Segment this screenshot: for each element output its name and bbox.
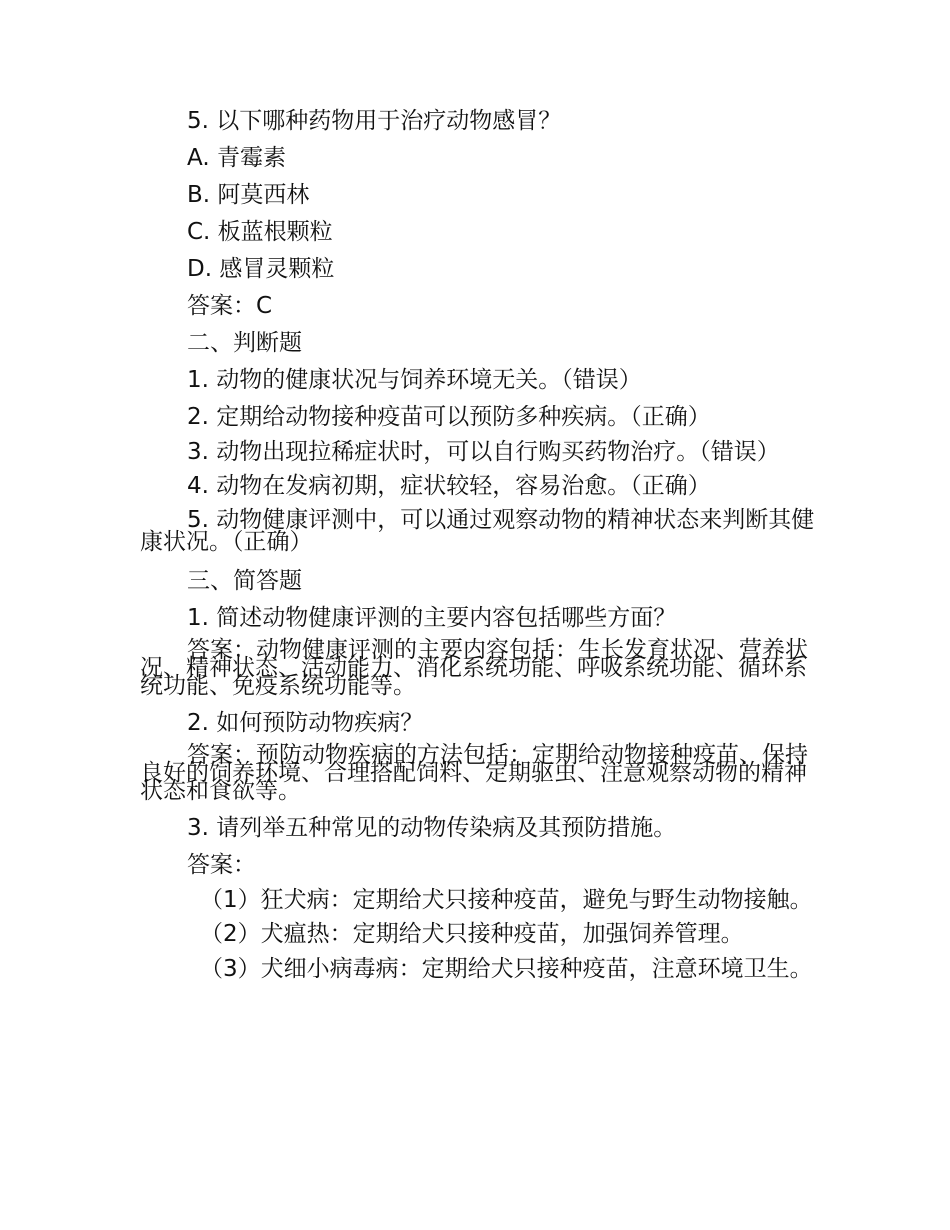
judgment-item: 2. 定期给动物接种疫苗可以预防多种疾病。（正确） [187, 404, 711, 430]
option-a: A. 青霉素 [187, 145, 286, 171]
short-question-2: 2. 如何预防动物疾病？ [187, 710, 424, 736]
short-question-3: 3. 请列举五种常见的动物传染病及其预防措施。 [187, 815, 677, 841]
option-d: D. 感冒灵颗粒 [187, 256, 335, 282]
disease-item: （3）犬细小病毒病：定期给犬只接种疫苗，注意环境卫生。 [200, 956, 813, 982]
disease-item: （1）狂犬病：定期给犬只接种疫苗，避免与野生动物接触。 [200, 887, 813, 913]
answer-5: 答案：C [187, 293, 273, 319]
disease-item: （2）犬瘟热：定期给犬只接种疫苗，加强饲养管理。 [200, 921, 744, 947]
section-heading-short-answer: 三、简答题 [187, 568, 302, 594]
short-answer-1: 答案：动物健康评测的主要内容包括：生长发育状况、营养状况、精神状态、活动能力、消化系统功能、呼吸系统功能、循环系统功能、免疫系统功能等。 [140, 637, 808, 699]
judgment-item: 1. 动物的健康状况与饲养环境无关。（错误） [187, 367, 642, 393]
short-answer-3-label: 答案： [187, 852, 256, 878]
option-b: B. 阿莫西林 [187, 182, 310, 208]
judgment-item: 4. 动物在发病初期，症状较轻，容易治愈。（正确） [187, 473, 711, 499]
section-heading-true-false: 二、判断题 [187, 330, 302, 356]
judgment-item: 3. 动物出现拉稀症状时，可以自行购买药物治疗。（错误） [187, 439, 780, 465]
option-c: C. 板蓝根颗粒 [187, 219, 333, 245]
judgment-item: 5. 动物健康评测中，可以通过观察动物的精神状态来判断其健康状况。（正确） [140, 507, 815, 555]
question-5: 5. 以下哪种药物用于治疗动物感冒？ [187, 108, 562, 134]
short-answer-2: 答案：预防动物疾病的方法包括：定期给动物接种疫苗、保持良好的饲养环境、合理搭配饲料、定期驱虫、注意观察动物的精神状态和食欲等。 [140, 742, 808, 804]
document-body [140, 103, 815, 985]
short-question-1: 1. 简述动物健康评测的主要内容包括哪些方面？ [187, 605, 677, 631]
